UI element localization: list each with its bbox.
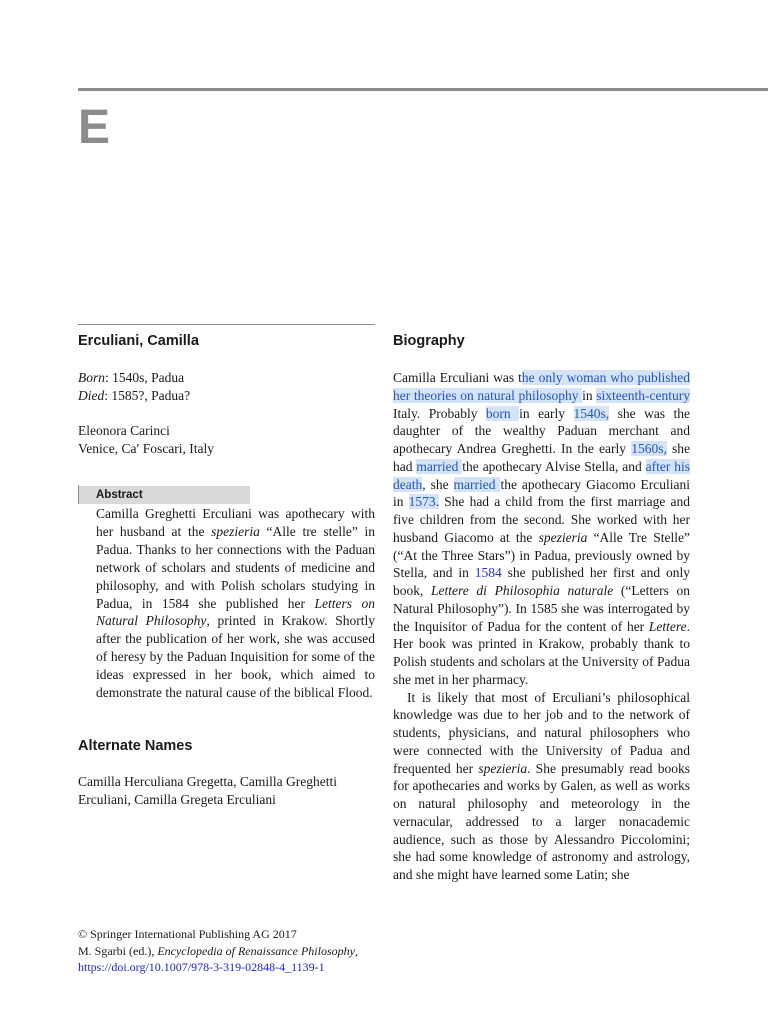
bio-text-run: It is likely that most of Erculiani’s philosophical knowledge was due to her job and to the network of students, physicians, and natural philosophers who were connected with the University of Padua and frequented her (393, 689, 690, 776)
born-label: Born (78, 370, 105, 385)
highlighted-text[interactable]: 1560s, (631, 441, 667, 456)
highlighted-text[interactable]: sixteenth-century (596, 387, 690, 403)
highlighted-text[interactable]: after his death (393, 458, 691, 492)
section-letter: E (78, 101, 111, 154)
died-value: : 1585?, Padua? (104, 388, 191, 403)
bio-text-run: in early (519, 405, 574, 421)
doi-link[interactable]: https://doi.org/10.1007/978-3-319-02848-4_1139-1 (78, 960, 325, 974)
abstract-text-part: “Alle tre stelle” in Padua. Thanks to her connections with the Paduan network of scholars and students of medicine and philosophy, and with Polish scholars studying in Padua, in 1584 she published her (96, 523, 375, 611)
top-rule (78, 88, 768, 91)
bio-text-run: Italy. Probably (393, 405, 486, 421)
alternate-names-heading: Alternate Names (78, 737, 193, 754)
died-label: Died (78, 388, 105, 403)
born-value: : 1540s, Padua (105, 370, 185, 385)
citation-suffix: , (354, 943, 358, 958)
highlighted-text[interactable]: 1540s, (573, 405, 610, 421)
bio-text-emphasis: Lettere di Philosophia naturale (431, 583, 614, 598)
bio-text-run: “Alle Tre Stelle” (“At the Three Stars”) in Padua, previously owned by Stella, and in (393, 529, 690, 581)
bio-text-run: She had a child from the first marriage and five children from the second. She worked with her husband Giacomo at the (393, 494, 690, 545)
abstract-label: Abstract (78, 486, 250, 504)
alternate-names-text: Camilla Herculiana Gregetta, Camilla Greghetti Erculiani, Camilla Gregeta Erculiani (78, 773, 338, 807)
year-link[interactable]: 1584 (474, 565, 502, 581)
bio-text-emphasis: spezieria (538, 529, 588, 545)
entry-title: Erculiani, Camilla (78, 333, 199, 349)
abstract-text-part: , printed in Krakow. Shortly after the publication of her work, she was accused of heresy by the Paduan Inquisition for some of the ideas expressed in her book, which aimed to demonstrate the natural cause of the biblical Flood. (96, 613, 375, 701)
biography-text (393, 369, 690, 884)
bio-text-run: the apothecary Alvise Stella, and (462, 458, 646, 474)
biography-heading: Biography (393, 333, 465, 349)
bio-text-run: she had (393, 441, 690, 474)
died-line (78, 387, 375, 405)
abstract-text-part: Camilla Greghetti Erculiani was apothecary with her husband at the (96, 506, 375, 539)
bio-text-emphasis: Lettere (648, 618, 687, 634)
column-rule (78, 324, 375, 325)
abstract-text-emphasis: Letters on Natural Philosophy (96, 595, 375, 629)
citation-book-title: Encyclopedia of Renaissance Philosophy (157, 943, 355, 958)
copyright-line: © Springer International Publishing AG 2017 (78, 927, 297, 941)
abstract-text-emphasis: spezieria (211, 523, 260, 539)
bio-text-run: she published her first and only book, (393, 565, 690, 598)
left-column (78, 324, 375, 809)
bio-text-run: in (582, 387, 597, 403)
bio-text-emphasis: spezieria (478, 760, 528, 776)
highlighted-text[interactable]: 1573. (408, 494, 440, 510)
bio-text-run: the apothecary Giacomo Erculiani in (393, 476, 690, 510)
bio-text-run: she was the daughter of the wealthy Paduan merchant and apothecary Andrea Greghetti. In the early (393, 405, 691, 456)
abstract-block (78, 485, 375, 702)
highlighted-text[interactable]: born (485, 405, 520, 421)
born-line (78, 369, 375, 387)
bio-text-run: . She presumably read books for apothecaries and works by Galen, as well as works on natural philosophy and meteorology in the vernacular, addressed to a larger nonacademic audience, such as those by Alessandro Piccolomini; she had some knowledge of astronomy and astrology, and she might have learned some Latin; she (393, 760, 690, 882)
citation-editor: M. Sgarbi (ed.), (78, 943, 158, 958)
author-name: Eleonora Carinci (78, 423, 170, 438)
bio-text-run: , she (422, 476, 454, 492)
author-affiliation: Venice, Ca′ Foscari, Italy (78, 441, 215, 456)
biography-paragraph-1 (393, 369, 690, 689)
highlighted-text[interactable]: married (416, 458, 463, 474)
right-column (393, 324, 690, 884)
abstract-text (96, 505, 375, 702)
citation-line (78, 943, 378, 960)
bio-text-run: (“Letters on Natural Philosophy”). In 1585 she was interrogated by the Inquisitor of Padua for the content of her (393, 583, 691, 634)
highlighted-text[interactable]: he only woman who published her theories on natural philosophy (393, 370, 691, 403)
bio-text-run: . Her book was printed in Krakow, probably thank to Polish students and scholars at the University of Padua she met in her pharmacy. (393, 618, 690, 687)
bio-text-run: Camilla Erculiani was t (393, 370, 522, 385)
biography-paragraph-2 (393, 689, 690, 884)
highlighted-text[interactable]: married (453, 476, 501, 492)
footer (78, 926, 378, 976)
